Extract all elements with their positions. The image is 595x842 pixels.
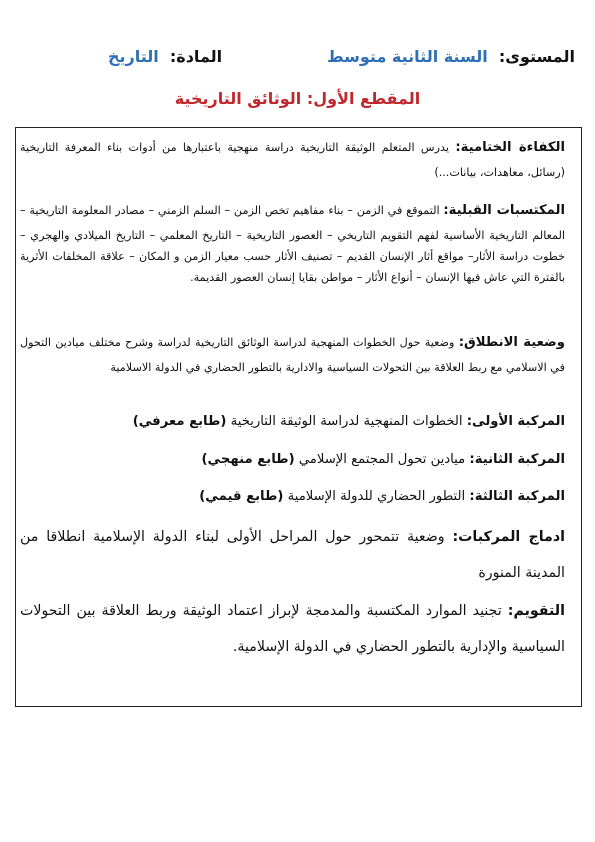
- component-2-tag: (طابع منهجي): [201, 452, 295, 467]
- final-competence-label: الكفاءة الختامية:: [455, 140, 565, 155]
- prior-knowledge-label: المكتسبات القبلية:: [443, 203, 565, 218]
- assessment-text: تجنيد الموارد المكتسبة والمدمجة لإبراز اعتماد الوثيقة وربط العلاقة بين التحولات السياسية والإدارية بالتطور الحضاري في الدولة الإسلامية.: [20, 603, 565, 655]
- final-competence-text: يدرس المتعلم الوثيقة التاريخية دراسة منهجية باعتبارها من أدوات بناء المعرفة التاريخية (رسائل، معاهدات، بيانات...): [20, 141, 565, 179]
- component-1-label: المركبة الأولى:: [466, 414, 565, 429]
- final-competence-paragraph: [20, 134, 565, 183]
- prior-knowledge-text: التموقع في الزمن – بناء مفاهيم تخص الزمن – السلم الزمني – مصادر المعلومة التاريخية – المعالم التاريخية الأساسية لفهم التقويم التاريخي – العصور التاريخية – التاريخ المعلمي – التاريخ الميلادي والهجري – خطوت دراسة الأثار– مواقع أثار الإنسان القديم – تصنيف الأثار حسب معيار الزمن و المكان – علاقة المخلفات الأثرية بالفترة التي عاش فيها الإنسان – أنواع الأثار – مواطن بقايا إنسان العصور القديمة.: [20, 204, 565, 284]
- component-3-paragraph: [20, 483, 565, 511]
- assessment-paragraph: [20, 593, 565, 665]
- unit-title: المقطع الأول: الوثائق التاريخية: [174, 89, 421, 108]
- subject-value: التاريخ: [108, 47, 159, 66]
- component-2-text: ميادين تحول المجتمع الإسلامي: [298, 452, 466, 467]
- component-2-paragraph: [20, 446, 565, 474]
- component-1-tag: (طابع معرفي): [132, 414, 227, 429]
- integration-text: وضعية تتمحور حول المراحل الأولى لبناء الدولة الإسلامية انطلاقا من المدينة المنورة: [20, 529, 565, 581]
- launch-situation-text: وضعية حول الخطوات المنهجية لدراسة الوثائق التاريخية لدراسة وشرح مختلف ميادين التحول في الاسلامي مع ربط العلاقة بين التحولات السياسية والادارية بالتطور الحضاري في الدولة الاسلامية: [20, 336, 565, 374]
- component-3-tag: (طابع قيمي): [199, 489, 284, 504]
- launch-situation-paragraph: [20, 329, 565, 378]
- level-value: السنة الثانية متوسط: [327, 47, 488, 66]
- level-label: المستوى:: [498, 47, 575, 66]
- prior-knowledge-paragraph: [20, 197, 565, 288]
- integration-label: ادماج المركبات:: [452, 529, 565, 545]
- subject-field: [108, 44, 222, 70]
- component-3-text: التطور الحضاري للدولة الإسلامية: [287, 489, 466, 504]
- assessment-label: التقويم:: [507, 603, 565, 619]
- component-1-text: الخطوات المنهجية لدراسة الوثيقة التاريخية: [230, 414, 463, 429]
- level-field: [327, 44, 575, 70]
- component-2-label: المركبة الثانية:: [469, 452, 565, 467]
- subject-label: المادة:: [169, 47, 223, 66]
- integration-paragraph: [20, 519, 565, 591]
- component-3-label: المركبة الثالثة:: [469, 489, 565, 504]
- launch-situation-label: وضعية الانطلاق:: [458, 335, 565, 350]
- component-1-paragraph: [20, 408, 565, 436]
